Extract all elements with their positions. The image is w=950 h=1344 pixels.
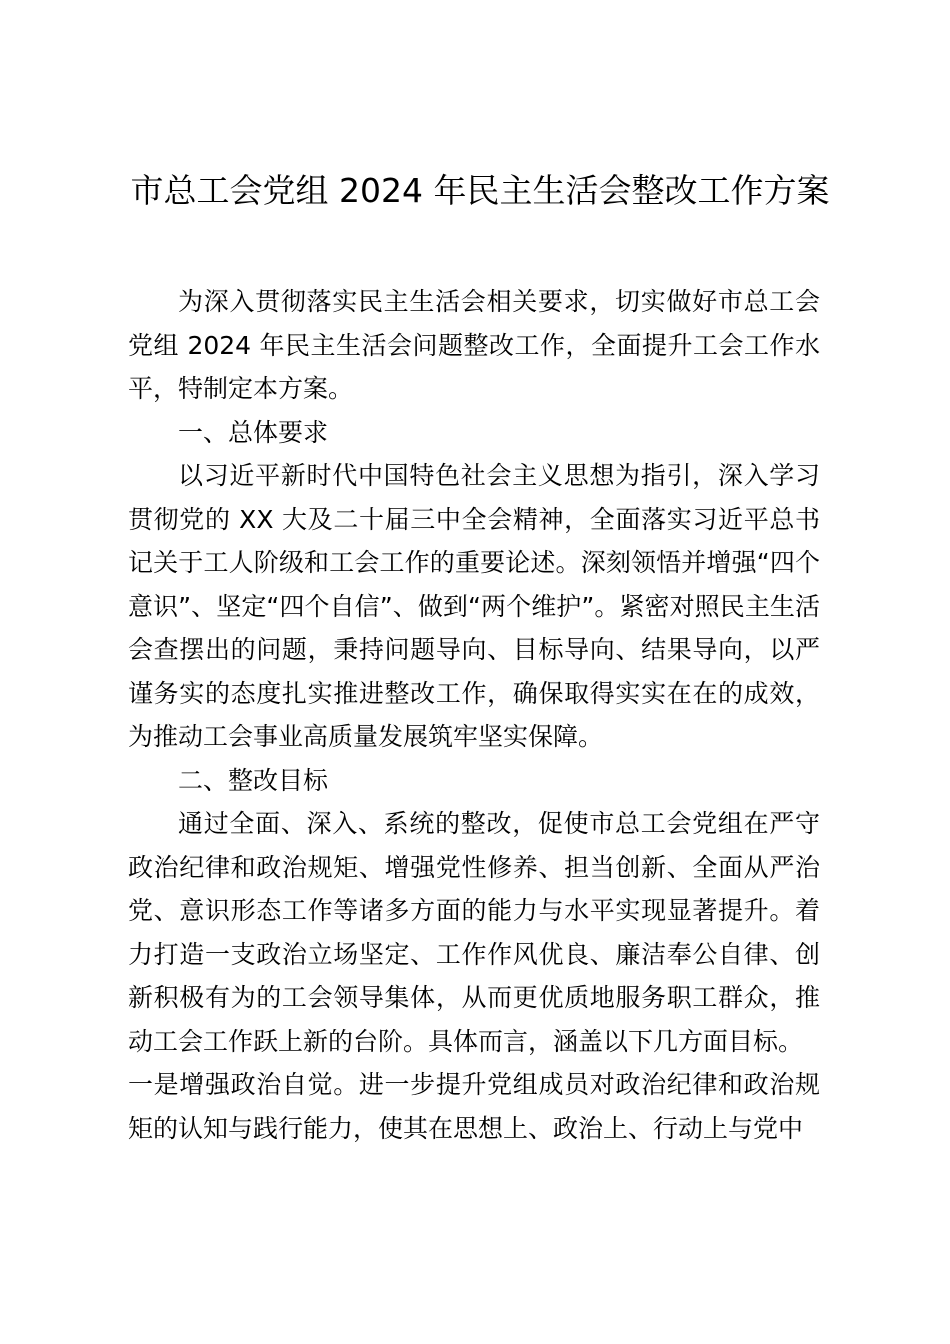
goal-one-paragraph: 一是增强政治自觉。进一步提升党组成员对政治纪律和政治规矩的认知与践行能力，使其在思想上、政治上、行动上与党中 (128, 1070, 820, 1143)
document-title: 市总工会党组 2024 年民主生活会整改工作方案 (130, 171, 830, 210)
rectification-goals-paragraph: 通过全面、深入、系统的整改，促使市总工会党组在严守政治纪律和政治规矩、增强党性修养、担当创新、全面从严治党、意识形态工作等诸多方面的能力与水平实现显著提升。着力打造一支政治立场坚定、工作作风优良、廉洁奉公自律、创新积极有为的工会领导集体，从而更优质地服务职工群众，推动工会工作跃上新的台阶。具体而言，涵盖以下几方面目标。 (128, 809, 820, 1056)
intro-paragraph: 为深入贯彻落实民主生活会相关要求，切实做好市总工会党组 2024 年民主生活会问题整改工作，全面提升工会工作水平，特制定本方案。 (128, 287, 820, 403)
section-heading-rectification-goals: 二、整改目标 (178, 765, 329, 795)
document-body (128, 280, 820, 1150)
section-heading-general-requirements: 一、总体要求 (178, 417, 329, 447)
general-requirements-paragraph: 以习近平新时代中国特色社会主义思想为指引，深入学习贯彻党的 XX 大及二十届三中全会精神，全面落实习近平总书记关于工人阶级和工会工作的重要论述。深刻领悟并增强“四个意识”、坚定“四个自信”、做到“两个维护”。紧密对照民主生活会查摆出的问题，秉持问题导向、目标导向、结果导向，以严谨务实的态度扎实推进整改工作，确保取得实实在在的成效，为推动工会事业高质量发展筑牢坚实保障。 (128, 461, 820, 751)
